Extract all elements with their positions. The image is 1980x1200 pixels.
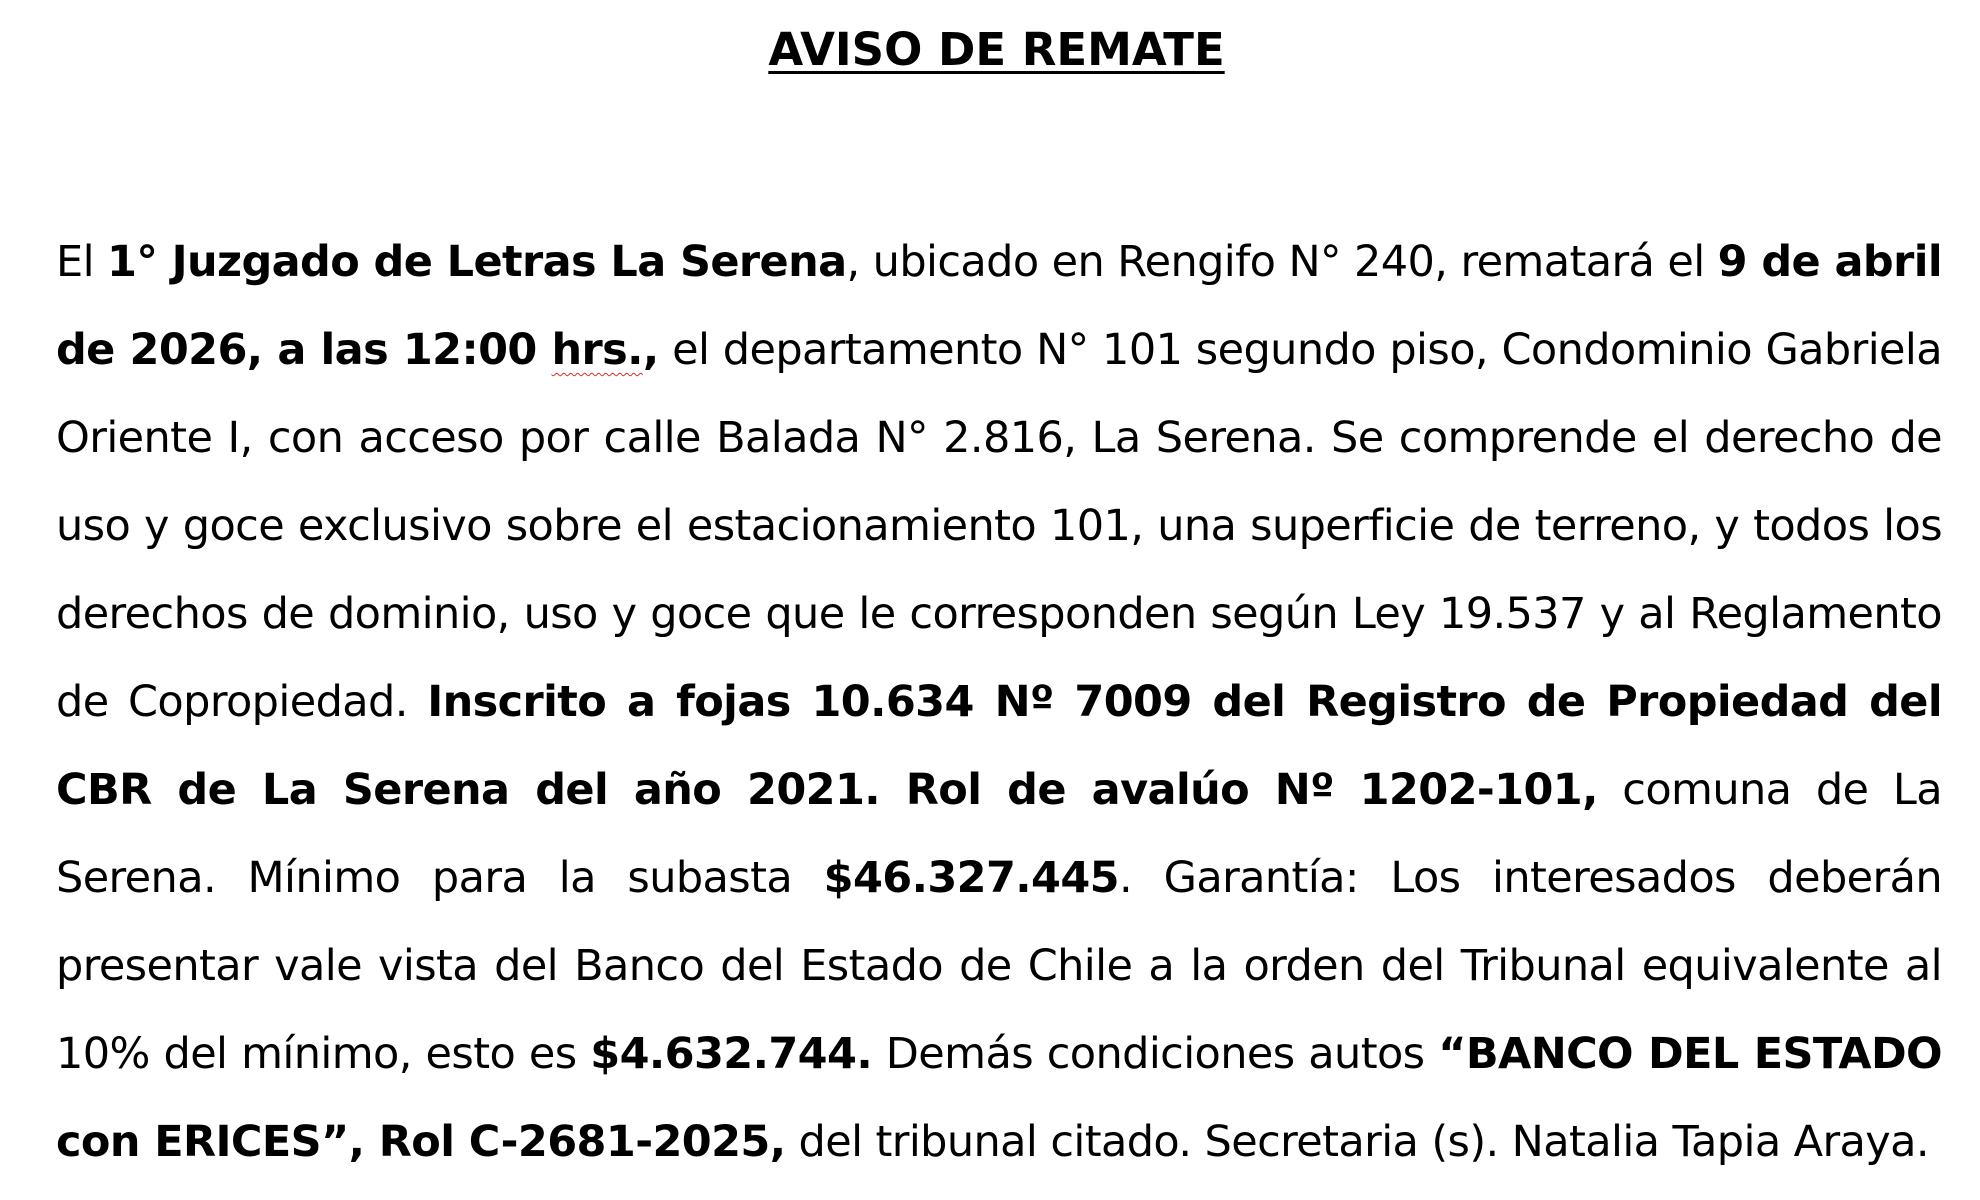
closing-text: del tribunal citado. Secretaria (s). Natalia Tapia Araya.	[785, 1117, 1929, 1167]
registry-details: Inscrito a fojas 10.634 Nº 7009 del Registro de Propiedad del CBR de La Serena del año 2021. Rol de avalúo Nº 1202-101,	[56, 677, 1942, 815]
notice-title: AVISO DE REMATE	[768, 23, 1225, 76]
body-text-run: El	[56, 237, 107, 287]
minimum-bid-amount: $46.327.445	[823, 853, 1119, 903]
case-reference: “BANCO DEL ESTADO con ERICES”, Rol C-2681-2025,	[56, 1029, 1943, 1167]
guarantee-description: . Garantía: Los interesados deberán presentar vale vista del Banco del Estado de Chile a la orden del Tribunal equivalente al 10% del mínimo, esto es	[56, 853, 1942, 1079]
spellcheck-flagged-word: hrs.	[551, 325, 643, 375]
court-name: 1° Juzgado de Letras La Serena	[107, 237, 847, 287]
body-text-run: , ubicado en Rengifo N° 240, rematará el	[846, 237, 1718, 287]
auction-date-comma: ,	[642, 325, 659, 375]
body-text-run: comuna de La Serena. Mínimo para la subasta	[56, 765, 1942, 903]
property-description: el departamento N° 101 segundo piso, Condominio Gabriela Oriente I, con acceso por calle Balada N° 2.816, La Serena. Se comprende el derecho de uso y goce exclusivo sobre el estacionamiento 101, una superficie de terreno, y todos los derechos de dominio, uso y goce que le corresponden según Ley 19.537 y al Reglamento de Copropiedad.	[56, 325, 1943, 727]
notice-body	[56, 218, 1942, 1186]
guarantee-amount: $4.632.744.	[590, 1029, 873, 1079]
auction-date-text: 9 de abril de 2026, a las 12:00	[56, 237, 1942, 375]
body-text-run: Demás condiciones autos	[872, 1029, 1439, 1079]
